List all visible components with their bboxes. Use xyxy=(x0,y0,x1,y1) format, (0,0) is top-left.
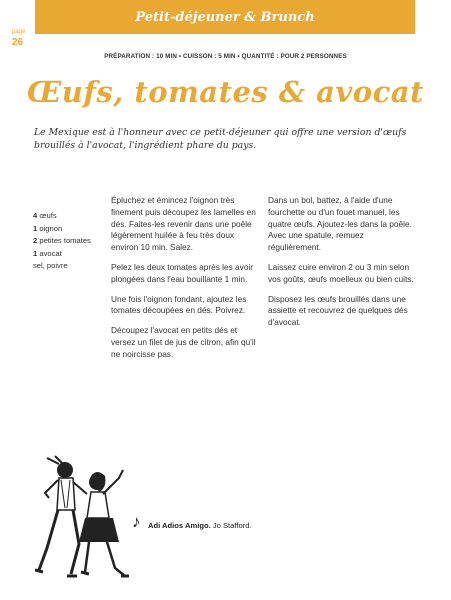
ingredient-list xyxy=(33,210,91,273)
header-banner xyxy=(35,0,415,34)
step-paragraph: Découpez l'avocat en petits dés et versez un filet de jus de citron, afin qu'il ne noircisse pas. xyxy=(111,325,256,359)
ingredient-item: 2 petites tomates xyxy=(33,236,91,245)
step-paragraph: Disposez les œufs brouillés dans une assiette et recouvrez de quelques dés d'avocat. xyxy=(268,293,408,328)
step-paragraph: Épluchez et émincez l'oignon très finement puis découpez les lamelles en dés. Faites-les revenir dans une poêle légèrement huilée à feu très doux environ 10 min. Salez. xyxy=(111,195,256,253)
steps-column-2 xyxy=(268,195,418,337)
recipe-intro: Le Mexique est à l'honneur avec ce petit-déjeuner qui offre une version d'œufs brouillés à l'avocat, l'ingrédient phare du pays. xyxy=(34,127,407,151)
page-label: page xyxy=(12,29,26,35)
recipe-meta: PRÉPARATION : 10 MIN • CUISSON : 5 MIN • QUANTITÉ : POUR 2 PERSONNES xyxy=(104,53,347,60)
step-paragraph: Dans un bol, battez, à l'aide d'une fourchette ou d'un fouet manuel, les quatre œufs. Ajoutez-les dans la poêle. Avec une spatule, remuez régulièrement. xyxy=(268,195,412,253)
section-title: Petit-déjeuner & Brunch xyxy=(135,9,315,25)
ingredient-item: 4 œufs xyxy=(33,211,57,220)
music-note-icon: ♪ xyxy=(132,512,141,531)
ingredient-item: 1 oignon xyxy=(33,223,63,233)
step-paragraph: Une fois l'oignon fondant, ajoutez les tomates découpées en dés. Poivrez. xyxy=(111,293,247,316)
step-paragraph: Laissez cuire environ 2 ou 3 min selon vos goûts, œufs moelleux ou bien cuits. xyxy=(268,261,414,284)
song-credit: Adi Adios Amigo. Jo Stafford. xyxy=(148,521,252,530)
ingredient-item: 1 avocat xyxy=(33,248,62,258)
page-number: 26 xyxy=(12,37,24,48)
ingredient-item: sel, poivre xyxy=(33,261,68,270)
step-paragraph: Pelez les deux tomates après les avoir plongées dans l'eau bouillante 1 min. xyxy=(111,261,254,284)
recipe-title: Œufs, tomates & avocat xyxy=(27,75,424,109)
dancers-illustration xyxy=(35,448,135,588)
steps-column-1 xyxy=(111,195,259,369)
